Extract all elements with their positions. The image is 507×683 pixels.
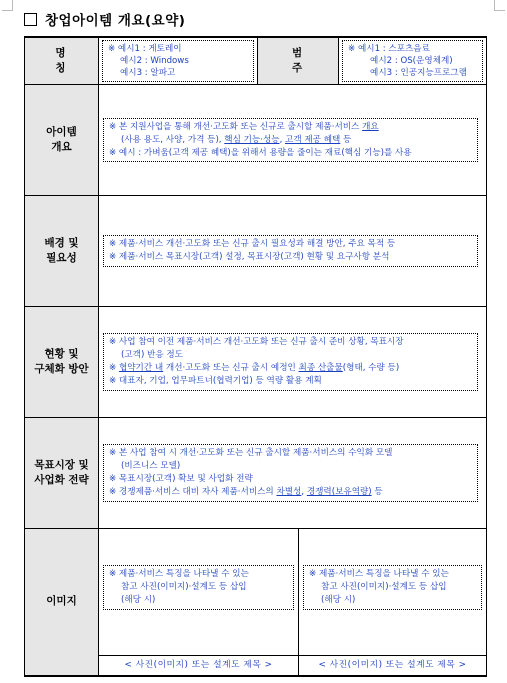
market-note: ※ 본 사업 참여 시 개선·고도화 또는 신규 출시할 제품·서비스의 수익화 모델 (비즈니스 모델) ※ 목표시장(고객) 확보 및 사업화 전략 ※ 경쟁제품·서비스 대비 자사 제품·서비스의 차별성, 경쟁력(보유역량) 등 xyxy=(103,444,478,502)
background-label: 배경 및 필요성 xyxy=(25,196,99,307)
name-label: 명칭 xyxy=(25,37,99,85)
overview-row xyxy=(25,85,487,196)
name-example: 예시2 : Windows xyxy=(120,56,189,67)
image-cell-left[interactable] xyxy=(99,529,299,676)
overview-cell[interactable] xyxy=(99,85,487,196)
market-label: 목표시장 및 사업화 전략 xyxy=(25,418,99,529)
status-note: ※ 사업 참여 이전 제품·서비스 개선·고도화 또는 신규 출시 준비 상황, 목표시장 (고객) 반응 정도 ※ 협약기간 내 개선·고도화 또는 신규 출시 예정인 최종 산출물(형태, 수량 등) ※ 대표자, 기업, 업무파트너(협력기업) 등 역량 활용 계획 xyxy=(103,333,478,391)
page-title-text: 창업아이템 개요(요약) xyxy=(45,13,186,29)
category-example: ※ 예시1 : 스포츠음료 xyxy=(348,44,430,54)
name-cell[interactable] xyxy=(99,37,258,85)
category-example: 예시3 : 인공지능프로그램 xyxy=(370,68,467,79)
category-cell[interactable] xyxy=(339,37,487,85)
image-label: 이미지 xyxy=(25,529,99,676)
page-corner-mark xyxy=(2,0,13,11)
market-row xyxy=(25,418,487,529)
category-note xyxy=(342,40,483,82)
background-cell[interactable] xyxy=(99,196,487,307)
background-row xyxy=(25,196,487,307)
image-caption[interactable]: < 사진(이미지) 또는 설계도 제목 > xyxy=(299,655,486,675)
overview-label: 아이템 개요 xyxy=(25,85,99,196)
image-note: ※ 제품·서비스 특징을 나타낼 수 있는 참고 사진(이미지)·설계도 등 삽입 (해당 시) xyxy=(303,565,482,610)
image-cell-right[interactable] xyxy=(299,529,487,676)
category-label: 범주 xyxy=(258,37,339,85)
status-cell[interactable] xyxy=(99,307,487,418)
category-example: 예시2 : OS(운영체계) xyxy=(370,56,453,67)
image-caption[interactable]: < 사진(이미지) 또는 설계도 제목 > xyxy=(99,655,298,675)
market-cell[interactable] xyxy=(99,418,487,529)
name-example: 예시3 : 알파고 xyxy=(120,68,176,79)
page-corner-mark xyxy=(494,0,505,11)
page-title xyxy=(24,9,185,29)
checkbox-square-icon xyxy=(24,13,37,26)
item-overview-form xyxy=(24,36,487,677)
image-note: ※ 제품·서비스 특징을 나타낼 수 있는 참고 사진(이미지)·설계도 등 삽입 (해당 시) xyxy=(103,565,294,610)
overview-note: ※ 본 지원사업을 통해 개선·고도화 또는 신규로 출시할 제품·서비스 개요 (사용 용도, 사양, 가격 등), 핵심 기능·성능, 고객 제공 혜택 등 ※ 예시 : 가벼움(고객 제공 혜택)을 위해서 용량을 줄이는 재료(핵심 기능)를 사용 xyxy=(103,118,478,163)
name-example: ※ 예시1 : 게토레이 xyxy=(108,44,182,54)
background-note: ※ 제품·서비스 개선·고도화 또는 신규 출시 필요성과 해결 방안, 주요 목적 등 ※ 제품·서비스 목표시장(고객) 설정, 목표시장(고객) 현황 및 요구사항 분석 xyxy=(103,235,478,267)
image-row xyxy=(25,529,487,676)
status-row xyxy=(25,307,487,418)
name-row xyxy=(25,37,487,85)
name-note xyxy=(102,40,254,82)
status-label: 현황 및 구체화 방안 xyxy=(25,307,99,418)
